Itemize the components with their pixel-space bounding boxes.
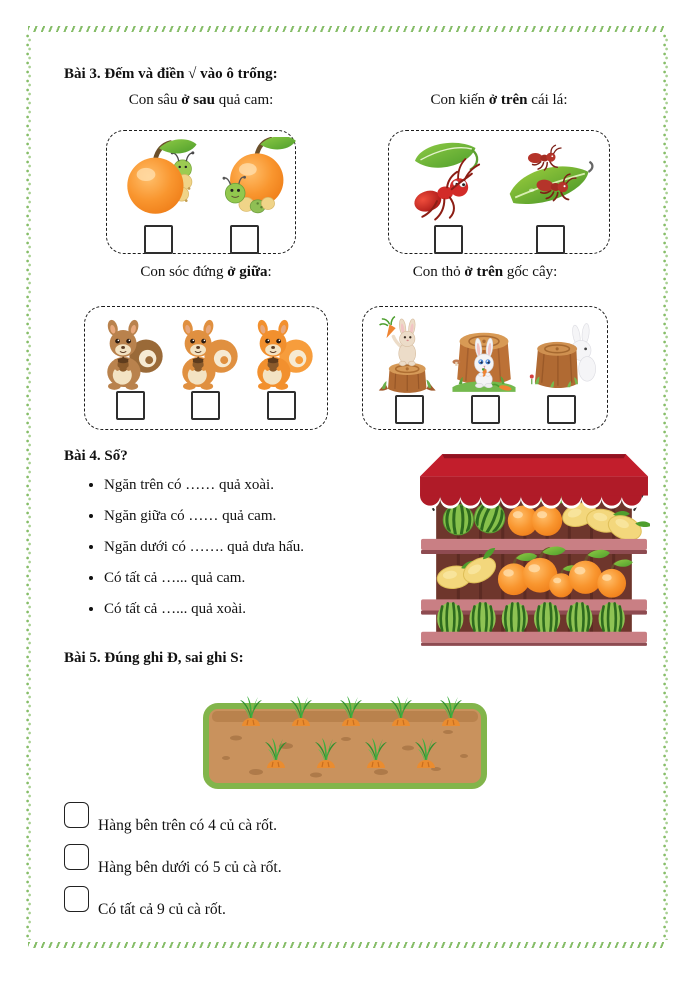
quadrant4-caption: Con thỏ ở trên gốc cây: [412,264,558,280]
exercise5-title: Bài 5. Đúng ghi Đ, sai ghi S: [64,650,244,666]
fruit-stand-image [418,452,650,646]
rabbit-on-stump-figure [372,315,444,395]
quadrant3-box [84,306,328,430]
statement-text: Có tất cả 9 củ cà rốt. [98,901,226,918]
quadrant2-caption: Con kiến ở trên cái lá: [430,92,568,108]
answer-checkbox[interactable] [536,225,565,254]
list-item: • Ngăn dưới có ……. quả dưa hấu. [104,532,424,563]
answer-checkbox[interactable] [191,391,220,420]
list-item: • Ngăn giữa có …… quả cam. [104,501,424,532]
answer-checkbox[interactable] [64,886,89,912]
list-item: • Ngăn trên có …… quả xoài. [104,470,424,501]
answer-checkbox[interactable] [395,395,424,424]
answer-checkbox[interactable] [64,844,89,870]
statement-row [64,794,278,834]
exercise4-list [86,470,424,625]
quadrant4-box [362,306,608,430]
statement-row [64,836,282,876]
stand-awning [420,454,648,508]
quadrant1-caption: Con sâu ở sau quả cam: [128,92,274,108]
quadrant1-box [106,130,296,254]
answer-checkbox[interactable] [144,225,173,254]
worm-behind-orange-figure [115,137,207,225]
answer-checkbox[interactable] [230,225,259,254]
squirrel-figure-middle [173,315,239,391]
answer-checkbox[interactable] [434,225,463,254]
quadrant3-caption: Con sóc đứng ở giữa: [140,264,272,280]
answer-checkbox[interactable] [267,391,296,420]
rabbit-front-stump-figure [445,313,523,395]
statement-row [64,878,226,918]
ant-under-leaf-figure [400,137,496,225]
statement-text: Hàng bên dưới có 5 củ cà rốt. [98,859,282,876]
list-item: • Có tất cả …... quả cam. [104,563,424,594]
carrot-garden-image [196,676,494,794]
worm-front-orange-figure [207,137,299,225]
list-item: • Có tất cả …... quả xoài. [104,594,424,625]
squirrel-figure-right [248,315,314,391]
rabbit-behind-stump-figure [524,315,598,395]
squirrel-figure-left [98,315,164,391]
answer-checkbox[interactable] [116,391,145,420]
exercise4-title: Bài 4. Số? [64,448,128,464]
answer-checkbox[interactable] [471,395,500,424]
quadrant2-box [388,130,610,254]
statement-text: Hàng bên trên có 4 củ cà rốt. [98,817,278,834]
ants-on-leaf-figure [502,137,598,225]
exercise3-title: Bài 3. Đếm và điền √ vào ô trống: [64,66,278,82]
answer-checkbox[interactable] [64,802,89,828]
answer-checkbox[interactable] [547,395,576,424]
